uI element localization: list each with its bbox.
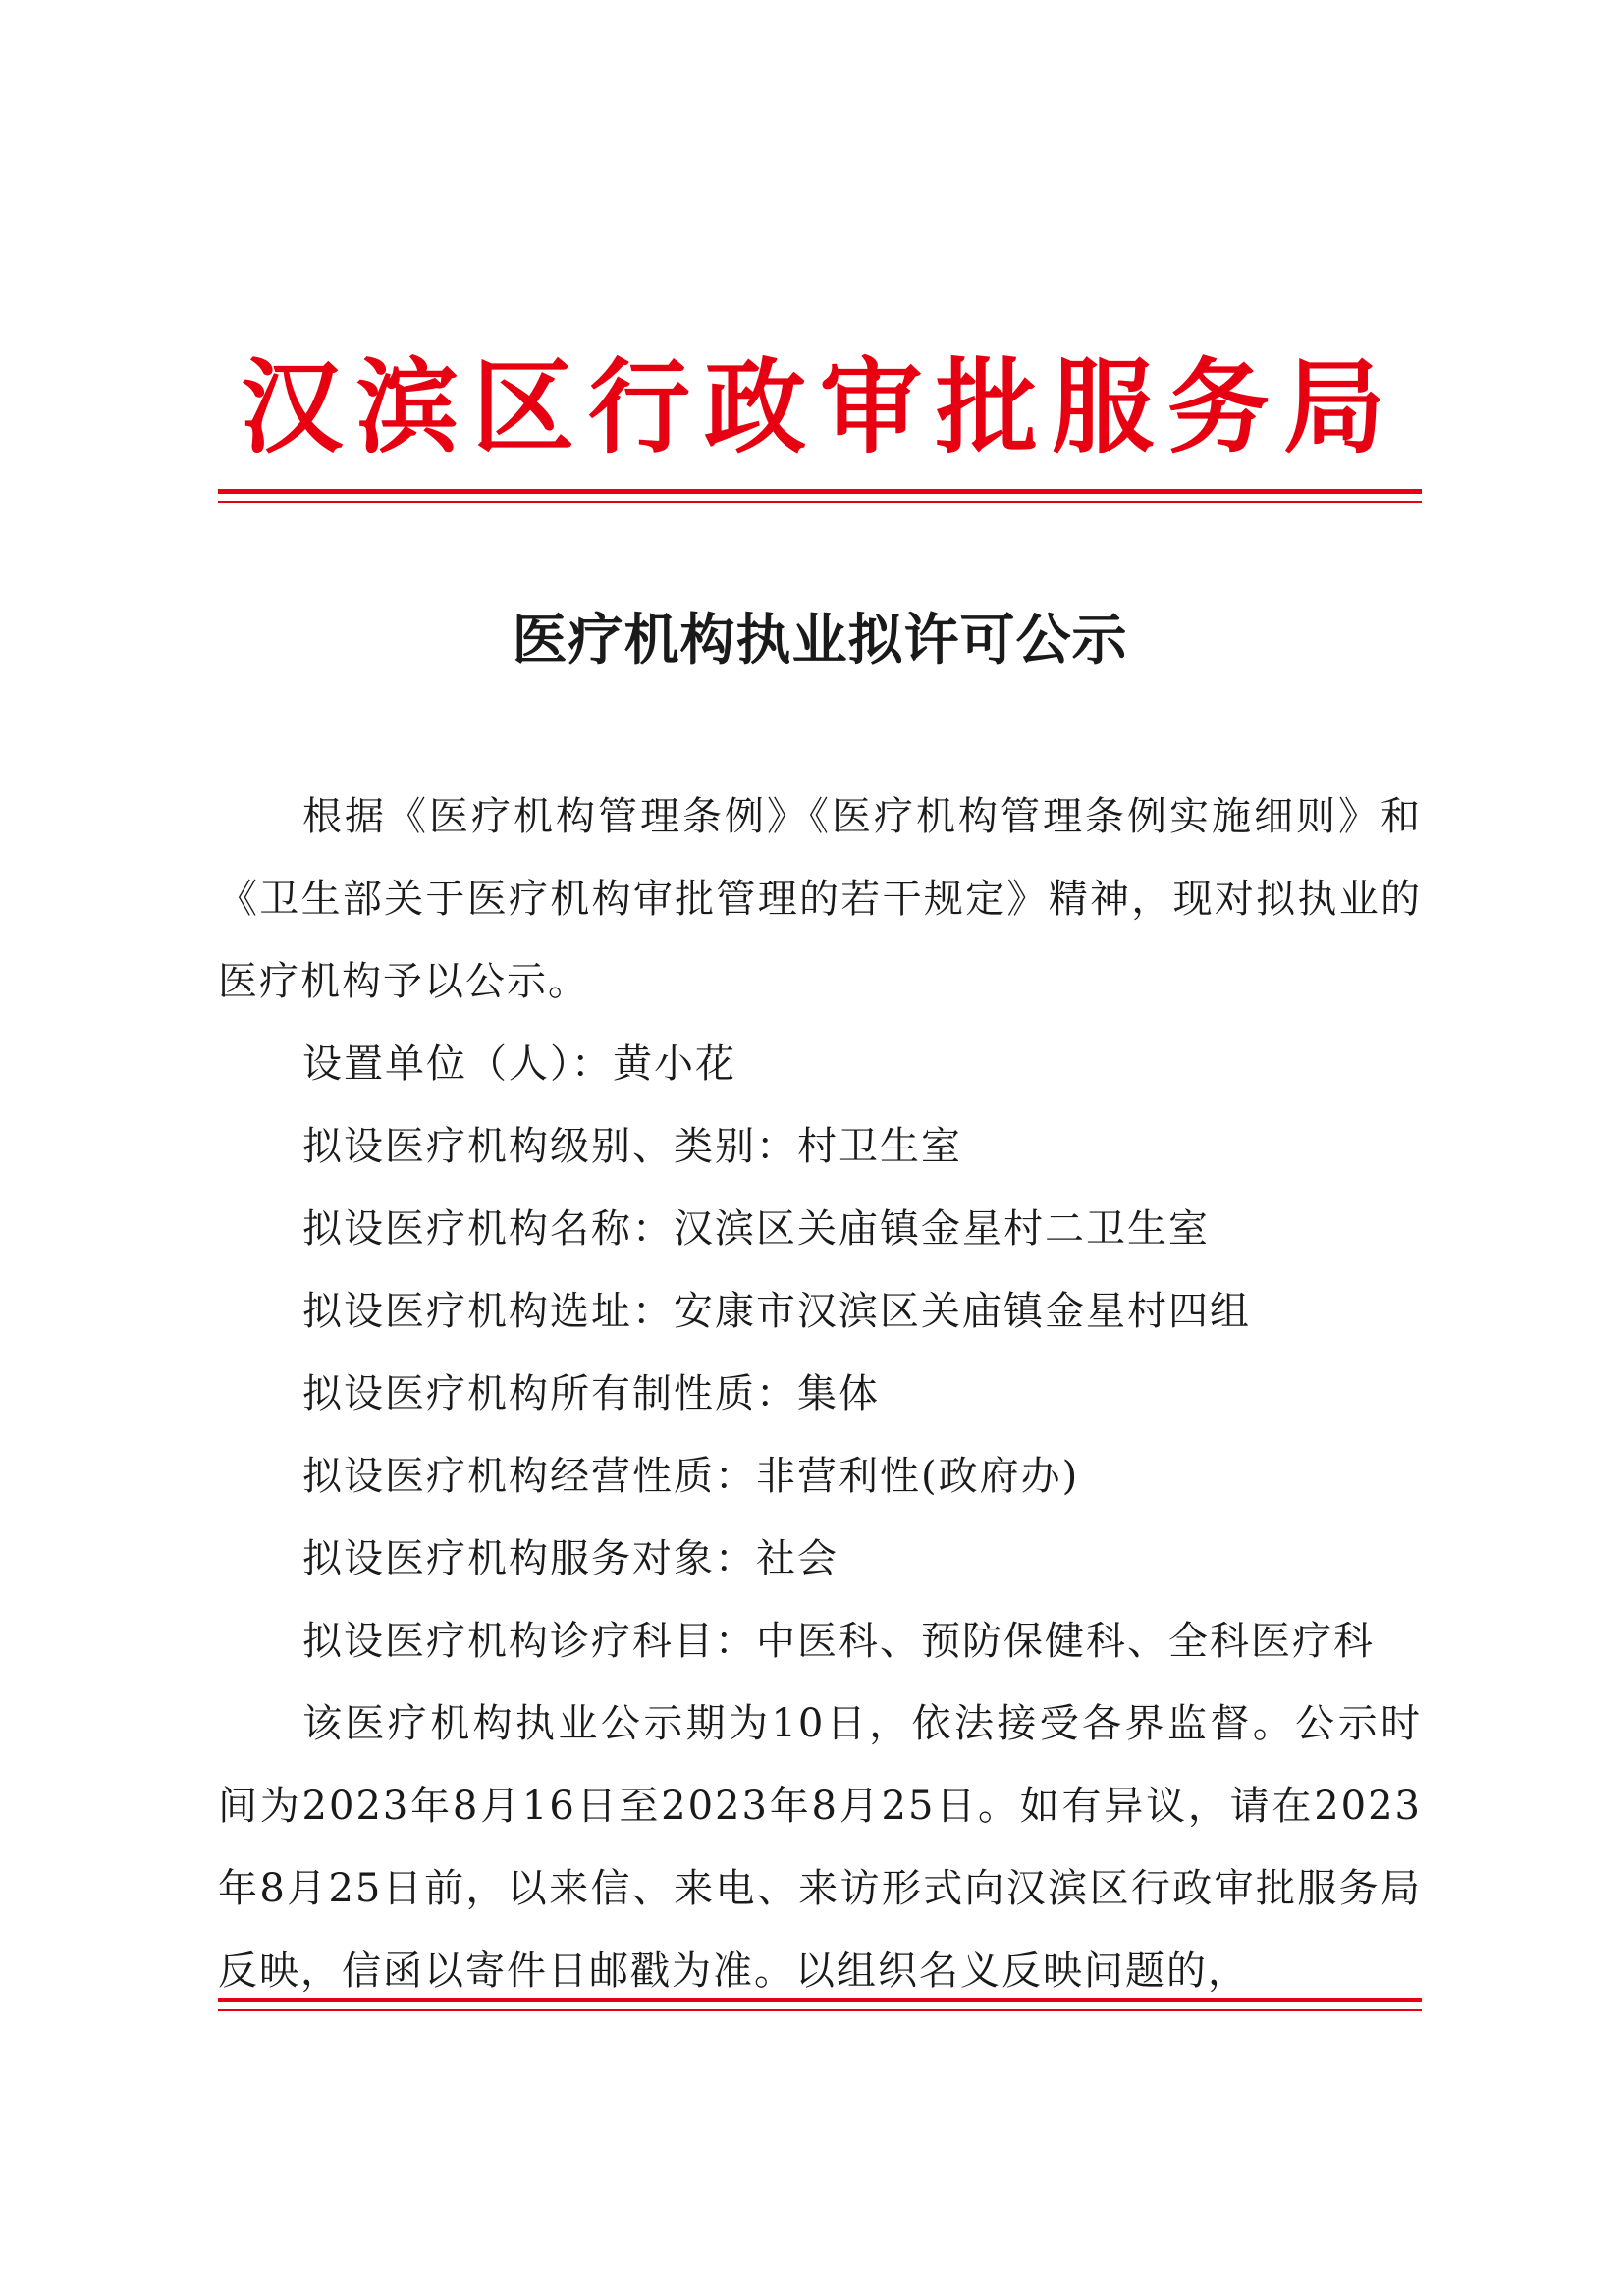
field-value: 社会: [756, 1536, 839, 1581]
field-level-category: [218, 1105, 1422, 1188]
field-label: 拟设医疗机构名称：: [302, 1206, 674, 1252]
field-label: 设置单位（人）：: [302, 1041, 613, 1087]
field-clinical-subjects: [218, 1600, 1422, 1682]
field-label: 拟设医疗机构所有制性质：: [302, 1371, 797, 1416]
footer-divider-thin-line: [218, 2009, 1422, 2011]
field-label: 拟设医疗机构选址：: [302, 1289, 674, 1334]
field-operation-nature: [218, 1435, 1422, 1518]
footer-divider: [218, 1998, 1422, 2013]
field-label: 拟设医疗机构服务对象：: [302, 1536, 756, 1581]
footer-divider-thick-line: [218, 1998, 1422, 2002]
field-ownership: [218, 1353, 1422, 1435]
field-establisher: [218, 1023, 1422, 1105]
field-label: 拟设医疗机构诊疗科目：: [302, 1619, 756, 1664]
document-body: [218, 775, 1422, 2012]
header-divider-thin-line: [218, 501, 1422, 503]
field-value: 黄小花: [613, 1041, 736, 1087]
field-institution-name: [218, 1188, 1422, 1270]
field-value: 村卫生室: [797, 1124, 962, 1169]
field-value: 集体: [797, 1371, 880, 1416]
field-label: 拟设医疗机构经营性质：: [302, 1454, 756, 1499]
field-value: 安康市汉滨区关庙镇金星村四组: [674, 1289, 1251, 1334]
field-service-target: [218, 1518, 1422, 1600]
field-site-address: [218, 1270, 1422, 1353]
agency-masthead: 汉滨区行政审批服务局: [240, 347, 1399, 467]
field-value: 汉滨区关庙镇金星村二卫生室: [674, 1206, 1210, 1252]
notice-paragraph: 该医疗机构执业公示期为10日，依法接受各界监督。公示时间为2023年8月16日至2023年8月25日。如有异议，请在2023年8月25日前，以来信、来电、来访形式向汉滨区行政审批服务局反映，信函以寄件日邮戳为准。以组织名义反映问题的，: [218, 1701, 1422, 1994]
field-label: 拟设医疗机构级别、类别：: [302, 1124, 797, 1169]
header-divider-thick-line: [218, 489, 1422, 494]
field-value: 非营利性(政府办): [756, 1454, 1080, 1499]
document-title: 医疗机构执业拟许可公示: [512, 608, 1128, 672]
intro-paragraph: 根据《医疗机构管理条例》《医疗机构管理条例实施细则》和《卫生部关于医疗机构审批管理的若干规定》精神，现对拟执业的医疗机构予以公示。: [218, 794, 1422, 1004]
field-value: 中医科、预防保健科、全科医疗科: [756, 1619, 1375, 1664]
header-divider: [218, 489, 1422, 505]
